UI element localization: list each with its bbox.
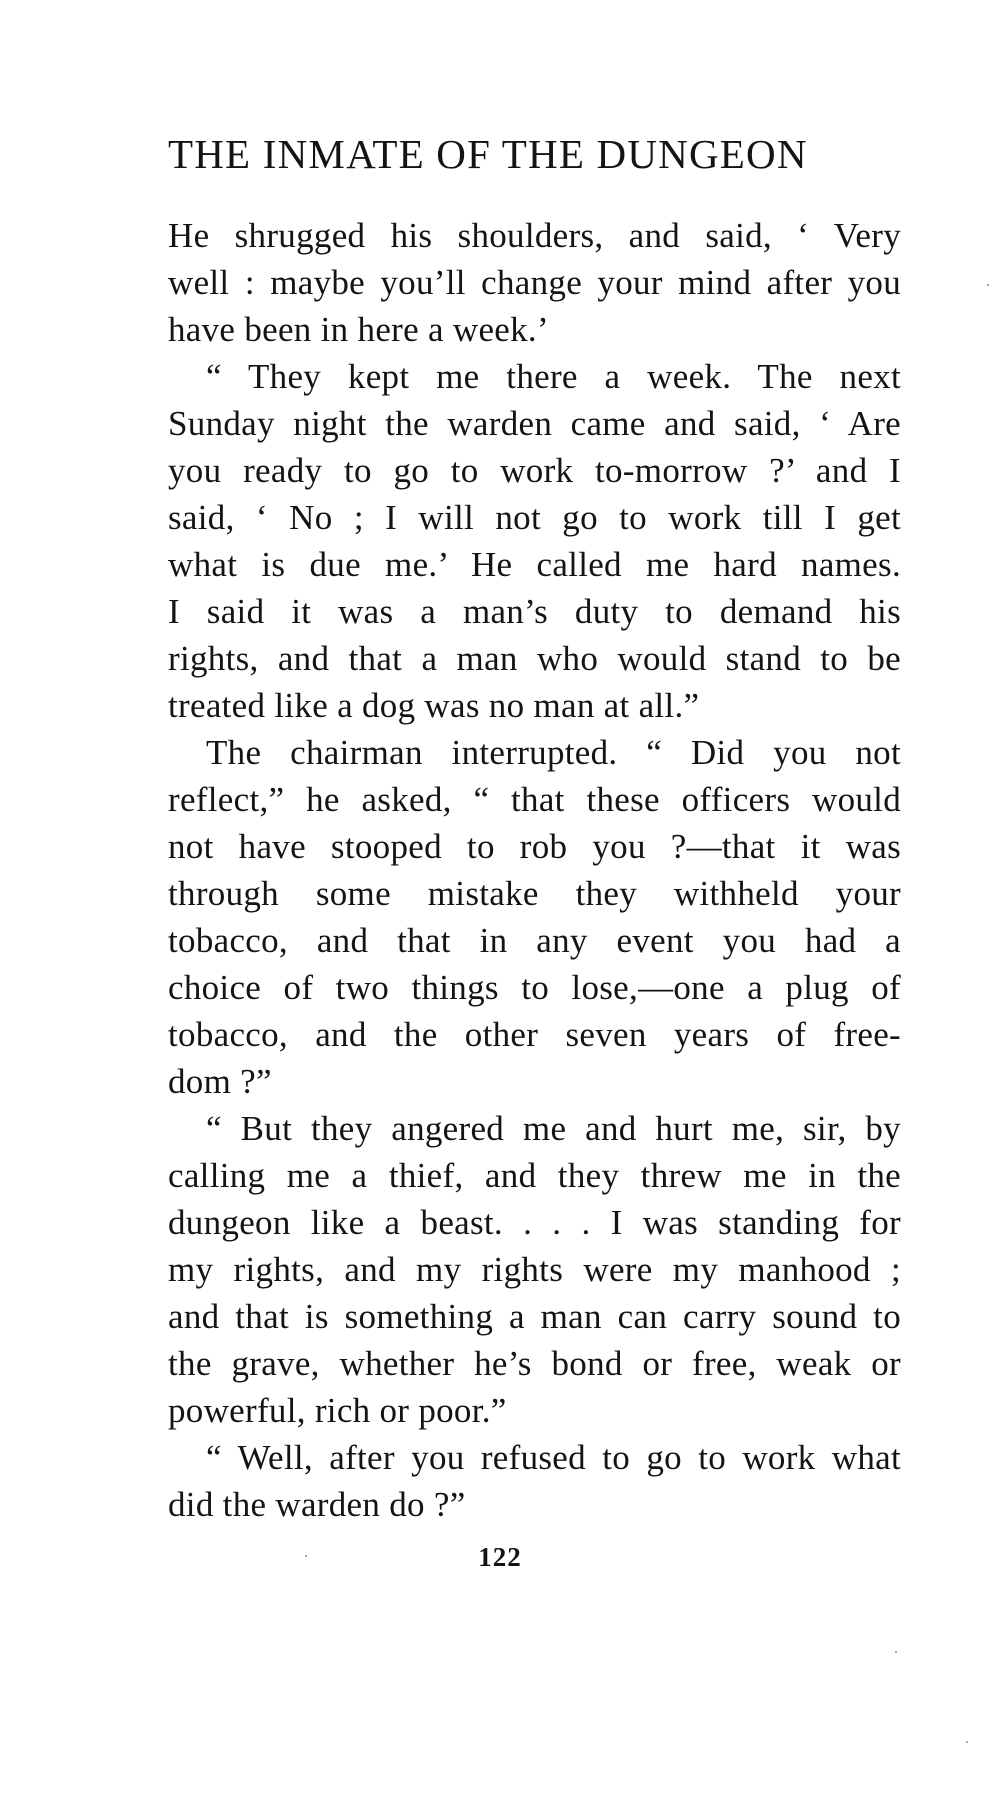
- text-line: treated like a dog was no man at all.”: [168, 686, 700, 725]
- text-line: what is due me.’ He called me hard names.: [168, 545, 901, 584]
- text-line: dungeon like a beast. . . . I was standing for: [168, 1203, 901, 1242]
- text-line: said, ‘ No ; I will not go to work till I get: [168, 498, 901, 537]
- text-line: choice of two things to lose,—one a plug of: [168, 968, 901, 1007]
- text-line: calling me a thief, and they threw me in the: [168, 1156, 901, 1195]
- text-line: powerful, rich or poor.”: [168, 1391, 507, 1430]
- text-line: tobacco, and that in any event you had a: [168, 921, 901, 960]
- text-line: The chairman interrupted. “ Did you not: [206, 733, 901, 772]
- text-line: tobacco, and the other seven years of free-: [168, 1015, 901, 1054]
- text-line: have been in here a week.’: [168, 310, 549, 349]
- page-number: 122: [478, 1542, 522, 1572]
- text-line: dom ?”: [168, 1062, 272, 1101]
- text-line: my rights, and my rights were my manhood ;: [168, 1250, 901, 1289]
- text-line: through some mistake they withheld your: [168, 874, 901, 913]
- text-line: “ But they angered me and hurt me, sir, by: [206, 1109, 901, 1148]
- scan-speck: [987, 284, 989, 286]
- body-text: [168, 212, 901, 1528]
- text-line: Sunday night the warden came and said, ‘ Are: [168, 404, 901, 443]
- text-line: “ They kept me there a week. The next: [206, 357, 901, 396]
- text-line: rights, and that a man who would stand to be: [168, 639, 901, 678]
- scan-speck: [895, 1651, 897, 1653]
- text-line: well : maybe you’ll change your mind after you: [168, 263, 901, 302]
- text-line: the grave, whether he’s bond or free, weak or: [168, 1344, 901, 1383]
- scan-speck: [966, 1741, 968, 1743]
- running-head: THE INMATE OF THE DUNGEON: [168, 131, 808, 177]
- text-line: He shrugged his shoulders, and said, ‘ Very: [168, 216, 901, 255]
- text-line: not have stooped to rob you ?—that it was: [168, 827, 901, 866]
- text-line: “ Well, after you refused to go to work what: [206, 1438, 901, 1477]
- text-line: you ready to go to work to-morrow ?’ and I: [168, 451, 901, 490]
- text-line: reflect,” he asked, “ that these officers would: [168, 780, 901, 819]
- text-line: and that is something a man can carry sound to: [168, 1297, 901, 1336]
- text-line: I said it was a man’s duty to demand his: [168, 592, 901, 631]
- scan-speck: [305, 1555, 307, 1557]
- text-line: did the warden do ?”: [168, 1485, 466, 1524]
